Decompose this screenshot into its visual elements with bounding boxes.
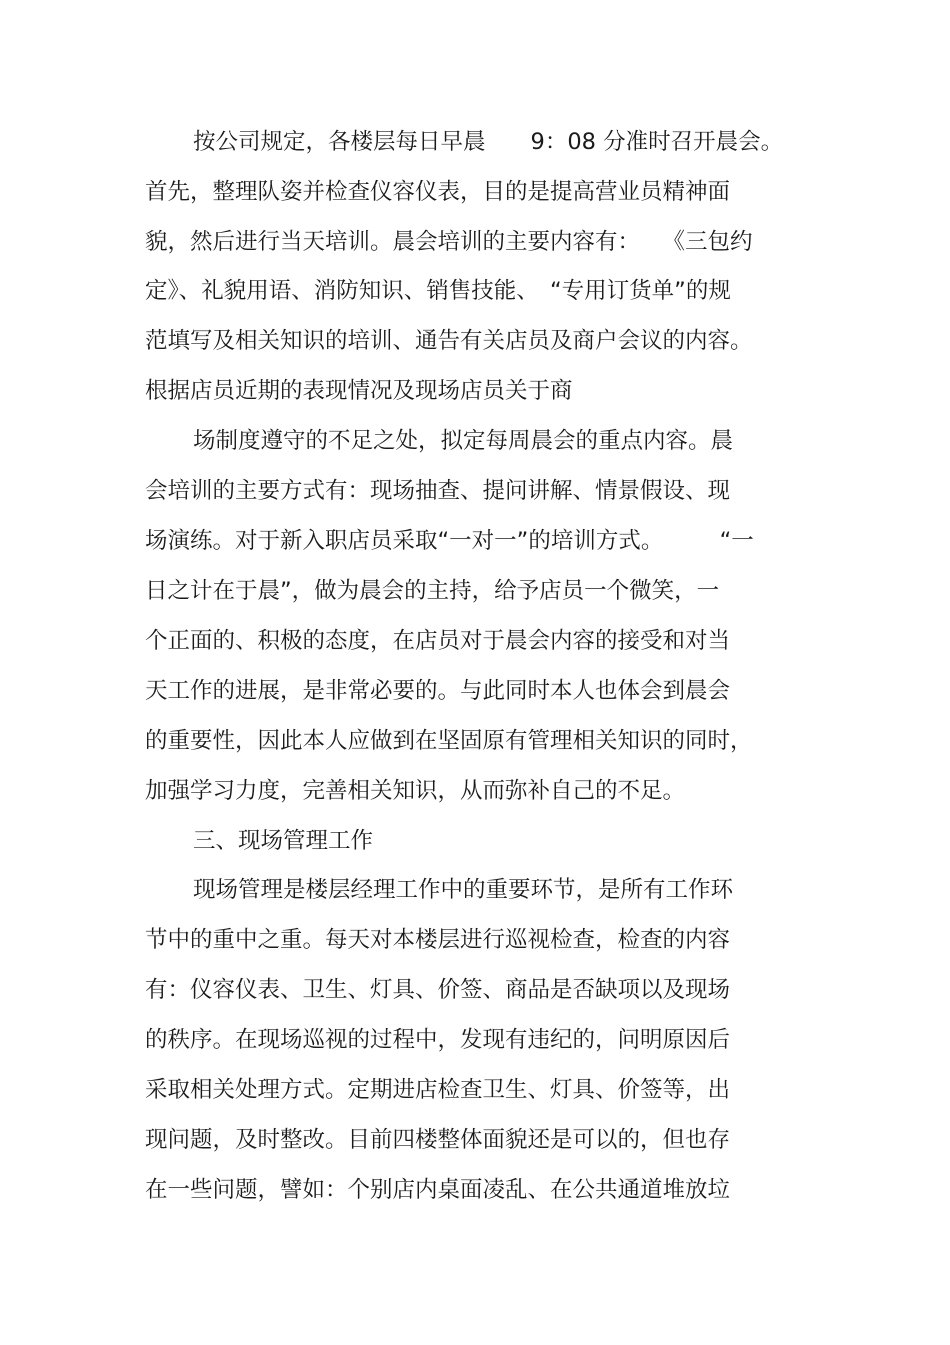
- paragraph-line: 日之计在于晨”，做为晨会的主持，给予店员一个微笑，一: [145, 578, 720, 604]
- paragraph-line: 在一些问题，譬如：个别店内桌面凌乱、在公共通道堆放垃: [145, 1177, 731, 1203]
- paragraph-line: 貌，然后进行当天培训。晨会培训的主要内容有： 《三包约: [145, 229, 753, 255]
- paragraph-line: 场制度遵守的不足之处，拟定每周晨会的重点内容。晨: [193, 428, 734, 454]
- paragraph-line: 会培训的主要方式有：现场抽查、提问讲解、情景假设、现: [145, 478, 731, 504]
- paragraph-line: 的重要性，因此本人应做到在坚固原有管理相关知识的同时，: [145, 728, 753, 754]
- paragraph-line: 加强学习力度，完善相关知识，从而弥补自己的不足。: [145, 778, 686, 804]
- paragraph-line: 天工作的进展，是非常必要的。与此同时本人也体会到晨会: [145, 678, 731, 704]
- paragraph-line: 采取相关处理方式。定期进店检查卫生、灯具、价签等，出: [145, 1077, 731, 1103]
- paragraph-line: 范填写及相关知识的培训、通告有关店员及商户会议的内容。: [145, 328, 753, 354]
- paragraph-line: 节中的重中之重。每天对本楼层进行巡视检查，检查的内容: [145, 927, 731, 953]
- paragraph-line: 有：仪容仪表、卫生、灯具、价签、商品是否缺项以及现场: [145, 977, 731, 1003]
- paragraph-line: 定》、礼貌用语、消防知识、销售技能、 “专用订货单”的规: [145, 278, 731, 304]
- paragraph-line: 个正面的、积极的态度，在店员对于晨会内容的接受和对当: [145, 628, 731, 654]
- paragraph-line: 首先，整理队姿并检查仪容仪表，目的是提高营业员精神面: [145, 179, 731, 205]
- paragraph-line: 场演练。对于新入职店员采取“一对一”的培训方式。 “一: [145, 528, 754, 554]
- paragraph-line: 的秩序。在现场巡视的过程中，发现有违纪的，问明原因后: [145, 1027, 731, 1053]
- paragraph-line: 按公司规定，各楼层每日早晨 9：08 分准时召开晨会。: [193, 129, 784, 155]
- paragraph-line: 现问题，及时整改。目前四楼整体面貌还是可以的，但也存: [145, 1127, 731, 1153]
- section-heading: 三、现场管理工作: [193, 828, 374, 854]
- paragraph-line: 根据店员近期的表现情况及现场店员关于商: [145, 378, 573, 404]
- paragraph-line: 现场管理是楼层经理工作中的重要环节，是所有工作环: [193, 877, 734, 903]
